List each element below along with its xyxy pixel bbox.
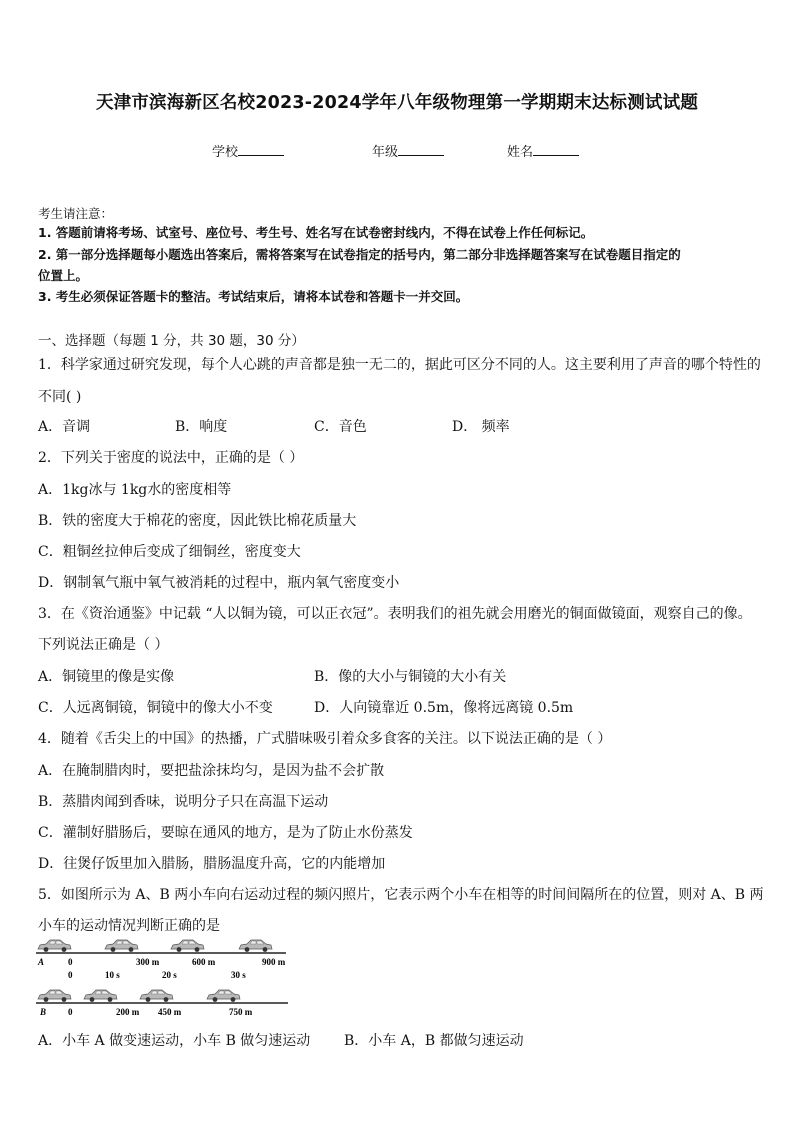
q1-option-b[interactable]: B．响度 [175, 419, 228, 435]
section-heading: 一、选择题（每题 1 分，共 30 题，30 分） [38, 333, 305, 349]
a-dist-3: 900 m [262, 957, 286, 967]
time-1: 10 s [105, 970, 120, 980]
car-a-4-icon [239, 940, 272, 952]
grade-field[interactable] [372, 141, 444, 160]
q3-option-b[interactable]: B．像的大小与铜镜的大小有关 [314, 669, 507, 685]
q3-option-a[interactable]: A．铜镜里的像是实像 [38, 669, 175, 685]
car-a-1-icon [38, 940, 71, 952]
q3-option-c[interactable]: C．人远离铜镜，铜镜中的像大小不变 [38, 700, 273, 716]
car-b-2-icon [84, 990, 117, 1002]
q3-stem-a: 3．在《资治通鉴》中记载 “人以铜为镜，可以正衣冠”。表明我们的祖先就会用磨光的铜面做镜面，观察自己的像。 [38, 606, 752, 622]
time-3: 30 s [231, 970, 246, 980]
name-blank[interactable] [533, 145, 579, 156]
b-dist-0: 0 [68, 1007, 73, 1017]
b-dist-2: 450 m [158, 1007, 182, 1017]
q4-stem: 4．随着《舌尖上的中国》的热播，广式腊味吸引着众多食客的关注。以下说法正确的是（ ） [38, 731, 612, 747]
notice-line-1: 1. 答题前请将考场、试室号、座位号、考生号、姓名写在试卷密封线内，不得在试卷上作任何标记。 [38, 225, 594, 240]
car-b-4-icon [207, 990, 240, 1002]
label-car-a: A [38, 957, 45, 967]
q5-stem-b: 小车的运动情况判断正确的是 [38, 918, 220, 934]
q1-stem-b: 不同( ) [38, 389, 82, 405]
q5-stem-a: 5．如图所示为 A、B 两小车向右运动过程的频闪照片，它表示两个小车在相等的时间间隔所在的位置，则对 A、B 两 [38, 887, 764, 903]
q4-option-d[interactable]: D．往煲仔饭里加入腊肠，腊肠温度升高，它的内能增加 [38, 856, 386, 872]
q3-stem-b: 下列说法正确是（ ） [38, 637, 169, 653]
school-field[interactable] [212, 141, 284, 160]
school-label: 学校 [212, 145, 239, 160]
q5-figure [34, 934, 292, 1024]
name-field[interactable] [507, 141, 579, 160]
school-blank[interactable] [238, 145, 284, 156]
a-dist-0: 0 [68, 957, 73, 967]
q1-option-c[interactable]: C．音色 [314, 419, 367, 435]
q4-option-c[interactable]: C．灌制好腊肠后，要晾在通风的地方，是为了防止水份蒸发 [38, 825, 413, 841]
car-b-1-icon [38, 990, 71, 1002]
q5-option-a[interactable]: A．小车 A 做变速运动，小车 B 做匀速运动 [38, 1033, 311, 1049]
q2-stem: 2．下列关于密度的说法中，正确的是（ ） [38, 450, 304, 466]
q1-option-d[interactable]: D． 频率 [452, 419, 510, 435]
grade-blank[interactable] [398, 145, 444, 156]
q2-option-b[interactable]: B．铁的密度大于棉花的密度，因此铁比棉花质量大 [38, 513, 357, 529]
page-title: 天津市滨海新区名校2023-2024学年八年级物理第一学期期末达标测试试题 [95, 93, 699, 113]
q3-option-d[interactable]: D．人向镜靠近 0.5m，像将远离镜 0.5m [314, 700, 574, 716]
b-dist-1: 200 m [116, 1007, 140, 1017]
q2-option-c[interactable]: C．粗铜丝拉伸后变成了细铜丝，密度变大 [38, 544, 301, 560]
q1-stem-a: 1．科学家通过研究发现，每个人心跳的声音都是独一无二的，据此可区分不同的人。这主要利用了声音的哪个特性的 [38, 357, 761, 373]
notice-line-2b: 位置上。 [38, 268, 89, 283]
car-a-2-icon [105, 940, 138, 952]
q2-option-a[interactable]: A．1kg冰与 1kg水的密度相等 [38, 482, 232, 498]
b-dist-3: 750 m [229, 1007, 253, 1017]
a-dist-1: 300 m [136, 957, 160, 967]
car-a-3-icon [171, 940, 204, 952]
label-car-b: B [40, 1007, 47, 1017]
notice-heading: 考生请注意： [38, 206, 114, 221]
q2-option-d[interactable]: D．钢制氧气瓶中氧气被消耗的过程中，瓶内氧气密度变小 [38, 575, 400, 591]
car-b-3-icon [140, 990, 173, 1002]
q5-option-b[interactable]: B．小车 A，B 都做匀速运动 [344, 1033, 524, 1049]
a-dist-2: 600 m [192, 957, 216, 967]
q4-option-b[interactable]: B．蒸腊肉闻到香味，说明分子只在高温下运动 [38, 794, 329, 810]
notice-line-3: 3. 考生必须保证答题卡的整洁。考试结束后，请将本试卷和答题卡一并交回。 [38, 289, 469, 304]
q4-option-a[interactable]: A．在腌制腊肉时，要把盐涂抹均匀，是因为盐不会扩散 [38, 763, 385, 779]
time-2: 20 s [162, 970, 177, 980]
name-label: 姓名 [507, 145, 534, 160]
q1-option-a[interactable]: A．音调 [38, 419, 91, 435]
notice-line-2a: 2. 第一部分选择题每小题选出答案后，需将答案写在试卷指定的括号内，第二部分非选择题答案写在试卷题目指定的 [38, 247, 681, 262]
grade-label: 年级 [372, 145, 399, 160]
time-0: 0 [68, 970, 73, 980]
